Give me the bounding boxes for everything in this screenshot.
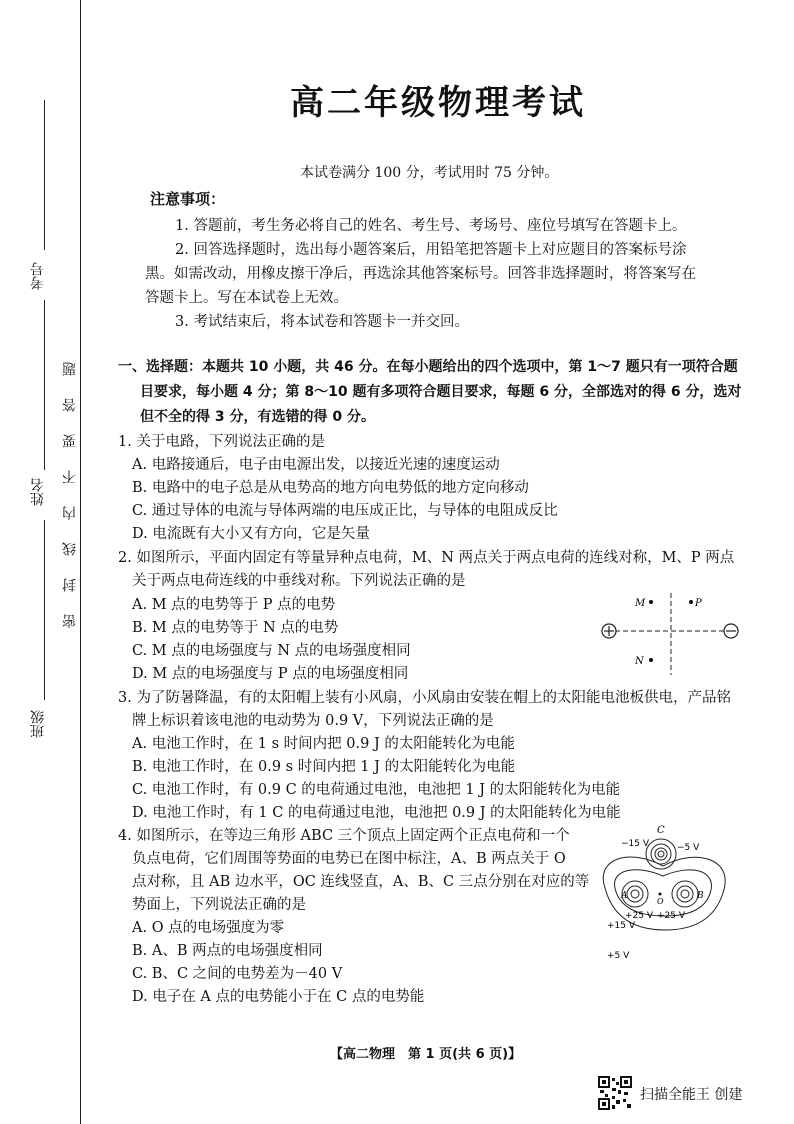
dipole-figure (595, 585, 745, 680)
potential-label: +25 V (625, 911, 654, 921)
option-text: B. 电池工作时，在 0.9 s 时间内把 1 J 的太阳能转化为电能 (132, 759, 516, 775)
section-instruction: 但不全的得 3 分，有选错的得 0 分。 (140, 409, 375, 425)
label-o: O (657, 897, 664, 906)
question-stem: 点对称，且 AB 边水平，OC 连线竖直，A、B、C 三点分别在对应的等 (132, 874, 590, 890)
point-n (649, 658, 653, 662)
exam-title: 高二年级物理考试 (290, 83, 586, 123)
charge-c (658, 851, 664, 857)
point-o (659, 893, 662, 896)
option-text: A. M 点的电势等于 P 点的电势 (132, 597, 336, 613)
exam-number-blank (44, 100, 45, 250)
equipotential-b (672, 881, 698, 907)
binding-margin (0, 0, 100, 1124)
notice-line: 2. 回答选择题时，选出每小题答案后，用铅笔把答题卡上对应题目的答案标号涂 (175, 242, 687, 258)
question-stem: 势面上，下列说法正确的是 (132, 897, 306, 913)
option-text: D. 电池工作时，有 1 C 的电荷通过电池，电池把 0.9 J 的太阳能转化为电能 (132, 805, 621, 821)
charge-a (631, 890, 639, 898)
label-exam-number: 考号 (30, 262, 46, 290)
label-n: N (635, 656, 644, 667)
question-stem: 2. 如图所示，平面内固定有等量异种点电荷，M、N 两点关于两点电荷的连线对称，M、P 两点 (118, 550, 735, 566)
question-stem: 负点电荷，它们周围等势面的电势已在图中标注，A、B 两点关于 O (132, 851, 566, 867)
option-text: C. 通过导体的电流与导体两端的电压成正比，与导体的电阻成反比 (132, 503, 558, 519)
potential-label: +15 V (607, 921, 636, 931)
label-c: C (657, 825, 665, 836)
section-instruction: 一、选择题：本题共 10 小题，共 46 分。在每小题给出的四个选项中，第 1～7 题只有一项符合题 (118, 359, 738, 375)
option-text: C. 电池工作时，有 0.9 C 的电荷通过电池，电池把 1 J 的太阳能转化为电能 (132, 782, 621, 798)
notice-heading: 注意事项： (150, 190, 226, 208)
question-stem: 1. 关于电路，下列说法正确的是 (118, 434, 325, 450)
point-p (689, 600, 693, 604)
potential-label: −15 V (621, 839, 650, 849)
option-text: D. 电流既有大小又有方向，它是矢量 (132, 526, 370, 542)
question-stem: 4. 如图所示，在等边三角形 ABC 三个顶点上固定两个正点电荷和一个 (118, 828, 570, 844)
seal-text: 密封线内不要答题 (62, 340, 78, 628)
section-instruction: 目要求，每小题 4 分；第 8～10 题有多项符合题目要求，每题 6 分，全部选对的得 6 分，选对 (140, 384, 742, 400)
option-text: D. 电子在 A 点的电势能小于在 C 点的电势能 (132, 989, 425, 1005)
scanner-watermark: 扫描全能王 创建 (640, 1087, 743, 1103)
question-stem: 关于两点电荷连线的中垂线对称。下列说法正确的是 (132, 573, 466, 589)
equipotential-figure (585, 818, 745, 966)
option-text: B. M 点的电势等于 N 点的电势 (132, 620, 339, 636)
page-footer: 【高二物理 第 1 页(共 6 页)】 (330, 1047, 522, 1062)
label-p: P (695, 598, 702, 609)
option-text: B. 电路中的电子总是从电势高的地方向电势低的地方定向移动 (132, 480, 529, 496)
option-text: C. M 点的电场强度与 N 点的电场强度相同 (132, 643, 411, 659)
notice-line: 1. 答题前，考生务必将自己的姓名、考生号、考场号、座位号填写在答题卡上。 (175, 218, 687, 234)
notice-line: 黑。如需改动，用橡皮擦干净后，再选涂其他答案标号。回答非选择题时，将答案写在 (145, 266, 696, 282)
option-text: A. 电池工作时，在 1 s 时间内把 0.9 J 的太阳能转化为电能 (132, 736, 515, 752)
label-a: A (621, 891, 628, 901)
option-text: A. 电路接通后，电子由电源出发，以接近光速的速度运动 (132, 457, 500, 473)
label-class: 班级 (30, 710, 46, 738)
qr-code-icon (598, 1076, 632, 1110)
class-blank (44, 520, 45, 700)
exam-subtitle: 本试卷满分 100 分，考试用时 75 分钟。 (300, 165, 559, 181)
option-text: D. M 点的电场强度与 P 点的电场强度相同 (132, 666, 409, 682)
question-stem: 牌上标识着该电池的电动势为 0.9 V，下列说法正确的是 (132, 713, 494, 729)
label-m: M (635, 598, 646, 609)
question-stem: 3. 为了防暑降温，有的太阳帽上装有小风扇，小风扇由安装在帽上的太阳能电池板供电，产品铭 (118, 690, 731, 706)
option-text: B. A、B 两点的电场强度相同 (132, 943, 323, 959)
notice-line: 3. 考试结束后，将本试卷和答题卡一并交回。 (175, 314, 469, 330)
binding-line (80, 0, 81, 1124)
charge-b (681, 890, 689, 898)
notice-line: 答题卡上。写在本试卷上无效。 (145, 290, 348, 306)
potential-label: +5 V (607, 951, 630, 961)
option-text: A. O 点的电场强度为零 (132, 920, 285, 936)
label-b: B (697, 891, 704, 901)
potential-label: −5 V (677, 843, 700, 853)
name-blank (44, 300, 45, 470)
potential-label: +25 V (657, 911, 686, 921)
point-m (649, 600, 653, 604)
option-text: C. B、C 之间的电势差为－40 V (132, 966, 343, 982)
label-name: 姓名 (30, 478, 46, 506)
